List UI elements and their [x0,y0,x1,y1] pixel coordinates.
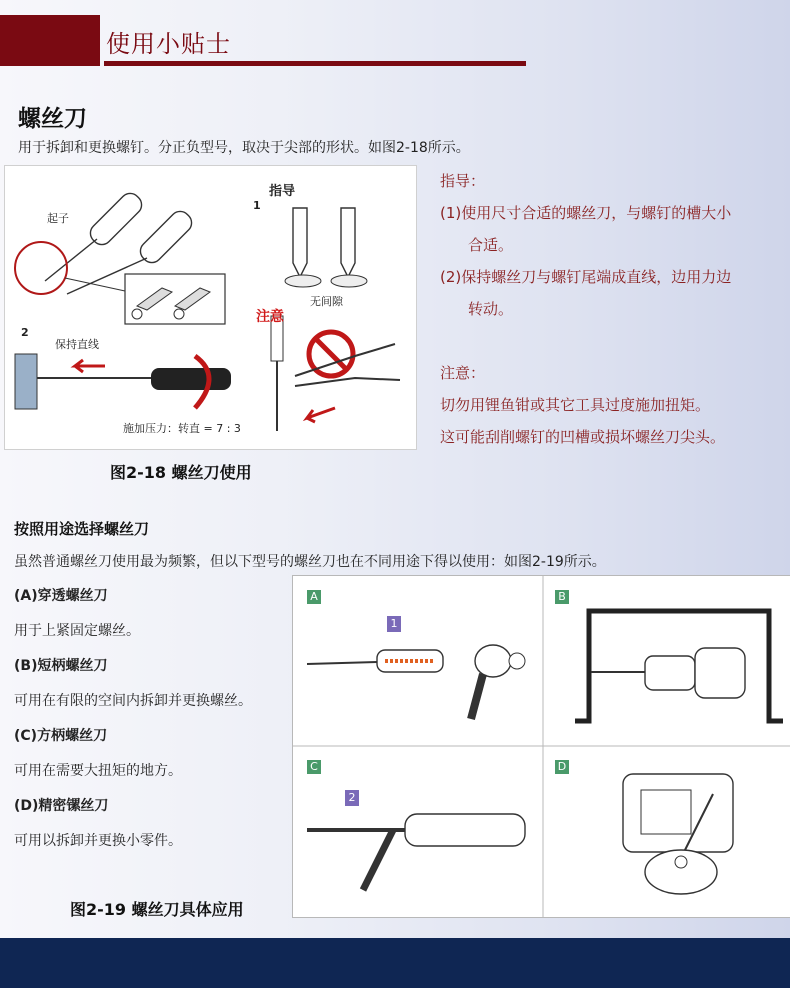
label-guide: 指导 [269,184,296,199]
figure-screwdriver-usage-illustration [5,166,416,449]
label-caution: 注意 [256,309,284,325]
section2-intro: 虽然普通螺丝刀使用最为频繁，但以下型号的螺丝刀也在不同用途下得以使用：如图2-19所示。 [14,554,606,570]
panel-tag-b: B [555,590,569,604]
figure-screwdriver-usage [4,165,417,450]
label-no-gap: 无间隙 [310,295,343,308]
guide-item-2-cont: 转动。 [468,300,514,318]
figure2-caption: 图2-19 螺丝刀具体应用 [70,900,244,919]
callout-tag-1: 1 [387,616,401,632]
tips-panel [440,165,731,453]
list-item-title-d: (D)精密镙丝刀 [14,798,109,814]
list-item-desc-c: 可用在需要大扭矩的地方。 [14,763,182,779]
screwdriver-type-list [14,585,252,850]
panel-tag-c: C [307,760,321,774]
header-accent-block [0,15,100,66]
panel-tag-d: D [555,760,569,774]
guide-item-2: (2)保持螺丝刀与螺钉尾端成直线，边用力边 [440,268,732,286]
guide-title: 指导： [440,172,486,190]
caution-item-1: 切勿用锂鱼钳或其它工具过度施加扭矩。 [440,396,711,414]
figure1-caption: 图2-18 螺丝刀使用 [110,463,252,482]
label-num1: 1 [253,199,261,212]
list-item-desc-d: 可用以拆卸并更换小零件。 [14,833,182,849]
panel-tag-a: A [307,590,321,604]
callout-tag-2: 2 [345,790,359,806]
caution-item-2: 这可能刮削螺钉的凹槽或损坏螺丝刀尖头。 [440,428,726,446]
list-item-desc-a: 用于上紧固定螺丝。 [14,623,140,639]
label-pressure-ratio: 施加压力：转直 = 7 : 3 [123,422,241,435]
section-heading-choose: 按照用途选择螺丝刀 [14,520,150,538]
section-intro: 用于拆卸和更换螺钉。分正负型号，取决于尖部的形状。如图2-18所示。 [18,140,470,156]
guide-item-1: (1)使用尺寸合适的螺丝刀，与螺钉的槽大小 [440,204,732,222]
page-title: 使用小贴士 [106,30,231,58]
caution-title: 注意： [440,364,486,382]
header-rule [104,61,526,66]
figure-screwdriver-applications [292,575,790,918]
label-keep-straight: 保持直线 [55,338,99,351]
label-driver: 起子 [47,212,69,225]
list-item-desc-b: 可用在有限的空间内拆卸并更换螺丝。 [14,693,252,709]
footer-bar [0,938,790,988]
section-heading-screwdriver: 螺丝刀 [18,106,87,132]
list-item-title-a: (A)穿透螺丝刀 [14,588,108,604]
figure-applications-illustration [293,576,790,917]
label-num2: 2 [21,326,29,339]
list-item-title-c: (C)方柄螺丝刀 [14,728,108,744]
list-item-title-b: (B)短柄螺丝刀 [14,658,108,674]
guide-item-1-cont: 合适。 [468,236,514,254]
